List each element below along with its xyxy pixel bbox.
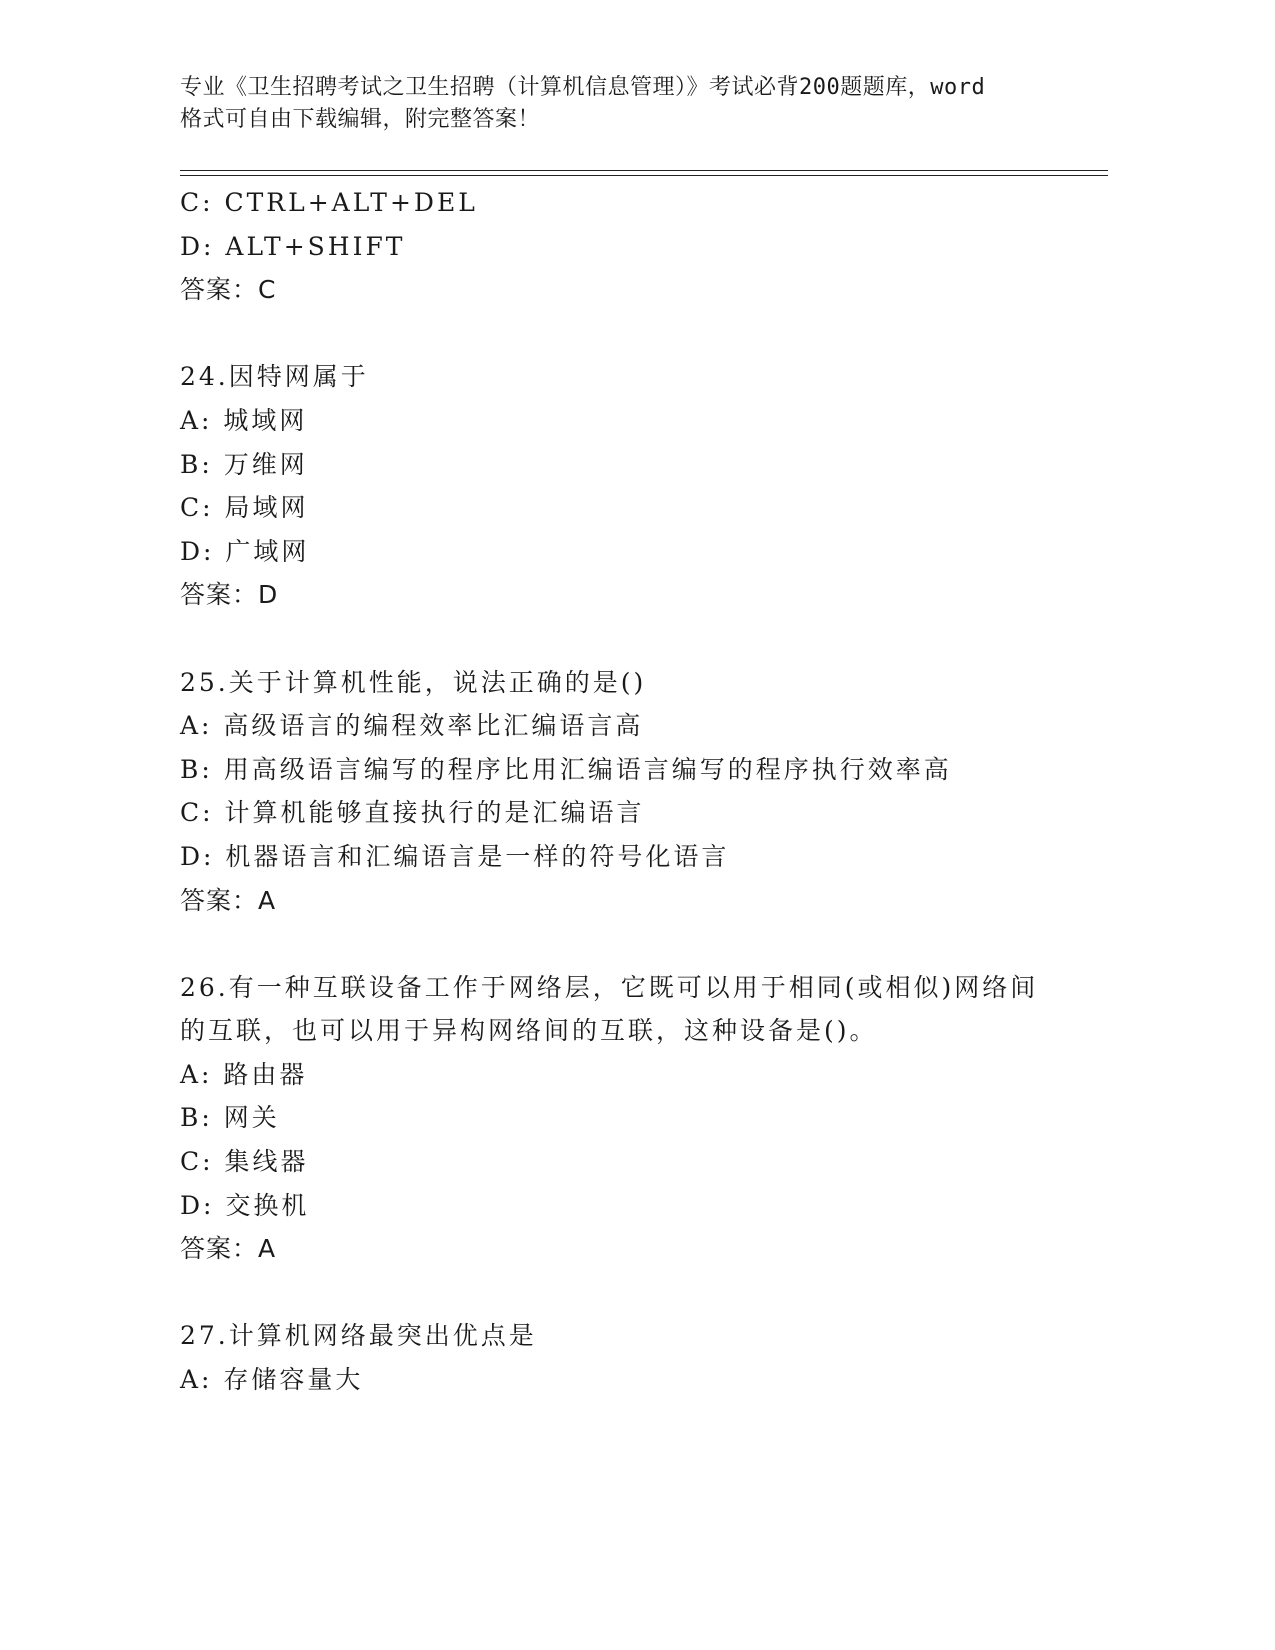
header-divider-top <box>180 170 1108 171</box>
document-header <box>180 72 1060 136</box>
question-stem-line-2: 的互联，也可以用于异构网络间的互联，这种设备是()。 <box>180 1016 878 1046</box>
question-26 <box>180 966 1080 1271</box>
option-c: C: 集线器 <box>180 1147 309 1177</box>
option-d: D: ALT+SHIFT <box>180 231 406 261</box>
option-b: B: 用高级语言编写的程序比用汇编语言编写的程序执行效率高 <box>180 754 952 784</box>
question-24 <box>180 355 1080 617</box>
option-c: C: 计算机能够直接执行的是汇编语言 <box>180 798 645 828</box>
answer-line: 答案：C <box>180 275 277 305</box>
spacer <box>180 312 1080 356</box>
spacer <box>180 617 1080 661</box>
question-27 <box>180 1314 1080 1401</box>
option-d: D: 机器语言和汇编语言是一样的符号化语言 <box>180 841 730 871</box>
question-25 <box>180 661 1080 923</box>
option-d: D: 广域网 <box>180 536 310 566</box>
spacer <box>180 922 1080 966</box>
question-stem-line-1: 26.有一种互联设备工作于网络层，它既可以用于相同(或相似)网络间 <box>180 972 1039 1002</box>
option-c: C: CTRL+ALT+DEL <box>180 188 478 217</box>
question-stem: 25.关于计算机性能，说法正确的是() <box>180 667 647 697</box>
answer-line: 答案：D <box>180 580 279 610</box>
header-line-2: 格式可自由下载编辑，附完整答案！ <box>180 107 541 132</box>
answer-line: 答案：A <box>180 1234 277 1264</box>
option-c: C: 局域网 <box>180 493 309 523</box>
option-d: D: 交换机 <box>180 1190 310 1220</box>
question-stem: 24.因特网属于 <box>180 362 369 392</box>
question-stem: 27.计算机网络最突出优点是 <box>180 1321 537 1351</box>
option-b: B: 万维网 <box>180 449 308 479</box>
option-a: A: 路由器 <box>180 1059 308 1089</box>
answer-line: 答案：A <box>180 885 277 915</box>
option-a: A: 高级语言的编程效率比汇编语言高 <box>180 711 644 741</box>
header-divider-bottom <box>180 175 1108 176</box>
option-b: B: 网关 <box>180 1103 280 1133</box>
option-a: A: 存储容量大 <box>180 1365 364 1395</box>
header-line-1: 专业《卫生招聘考试之卫生招聘（计算机信息管理）》考试必背200题题库，word <box>180 75 986 100</box>
question-list <box>180 181 1080 1402</box>
question-23-tail <box>180 181 1080 312</box>
spacer <box>180 1271 1080 1315</box>
option-a: A: 城域网 <box>180 405 308 435</box>
